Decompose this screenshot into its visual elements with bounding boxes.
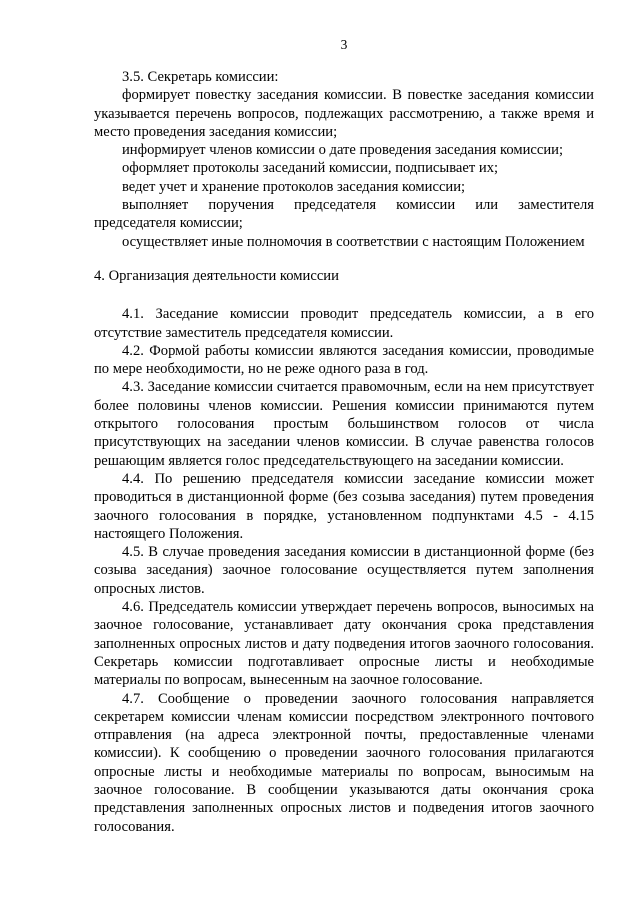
paragraph-4-3: 4.3. Заседание комиссии считается правомочным, если на нем присутствует более половины членов комиссии. Решения комиссии принимаются путем открытого голосования простым большинством голосов от числа присутствующих на заседании членов комиссии. В случае равенства голосов решающим является голос председательствующего на заседании комиссии. [94, 379, 594, 469]
paragraph-4-1: 4.1. Заседание комиссии проводит председатель комиссии, а в его отсутствие заместитель председателя комиссии. [94, 306, 594, 341]
paragraph-3-5-heading: 3.5. Секретарь комиссии: [122, 69, 279, 85]
paragraph-other-powers: осуществляет иные полномочия в соответствии с настоящим Положением [122, 233, 585, 250]
paragraph-4-6: 4.6. Председатель комиссии утверждает перечень вопросов, выносимых на заочное голосование, устанавливает дату окончания срока представления заполненных опросных листов и дату подведения итогов заочного голосования. Секретарь комиссии подготавливает опросные листы и необходимые материалы по вопросам, вынесенным на заочное голосование. [94, 599, 594, 689]
page-number: 3 [340, 37, 348, 52]
paragraph-agenda: формирует повестку заседания комиссии. В повестке заседания комиссии указывается перечень вопросов, подлежащих рассмотрению, а также время и место проведения заседания комиссии; [94, 87, 594, 140]
paragraph-protocols: оформляет протоколы заседаний комиссии, подписывает их; [122, 160, 499, 177]
paragraph-inform-members: информирует членов комиссии о дате проведения заседания комиссии; [122, 142, 564, 159]
paragraph-4-5: 4.5. В случае проведения заседания комиссии в дистанционной форме (без созыва заседания) заочное голосование осуществляется путем заполнения опросных листов. [94, 544, 594, 597]
paragraph-records: ведет учет и хранение протоколов заседания комиссии; [122, 178, 466, 195]
paragraph-4-4: 4.4. По решению председателя комиссии заседание комиссии может проводиться в дистанционной форме (без созыва заседания) путем проведения заочного голосования в порядке, установленном подпунктами 4.5 - 4.15 настоящего Положения. [94, 470, 594, 542]
paragraph-instructions: выполняет поручения председателя комиссии или заместителя председателя комиссии; [94, 197, 594, 232]
section-4-body [94, 305, 594, 836]
paragraph-4-7: 4.7. Сообщение о проведении заочного голосования направляется секретарем комиссии членам комиссии посредством электронного почтового отправления (на адреса электронной почты, предоставленные членами комиссии). К сообщению о проведении заочного голосования прилагаются опросные листы и необходимые материалы по вопросам, выносимым на заочное голосование. В сообщении указываются даты окончания срока представления заполненных опросных листов и подведения итогов заочного голосования. [94, 690, 594, 835]
paragraph-4-2: 4.2. Формой работы комиссии являются заседания комиссии, проводимые по мере необходимости, но не реже одного раза в год. [94, 342, 594, 378]
section-title: 4. Организация деятельности комиссии [94, 267, 339, 284]
secretary-duties [94, 68, 594, 251]
